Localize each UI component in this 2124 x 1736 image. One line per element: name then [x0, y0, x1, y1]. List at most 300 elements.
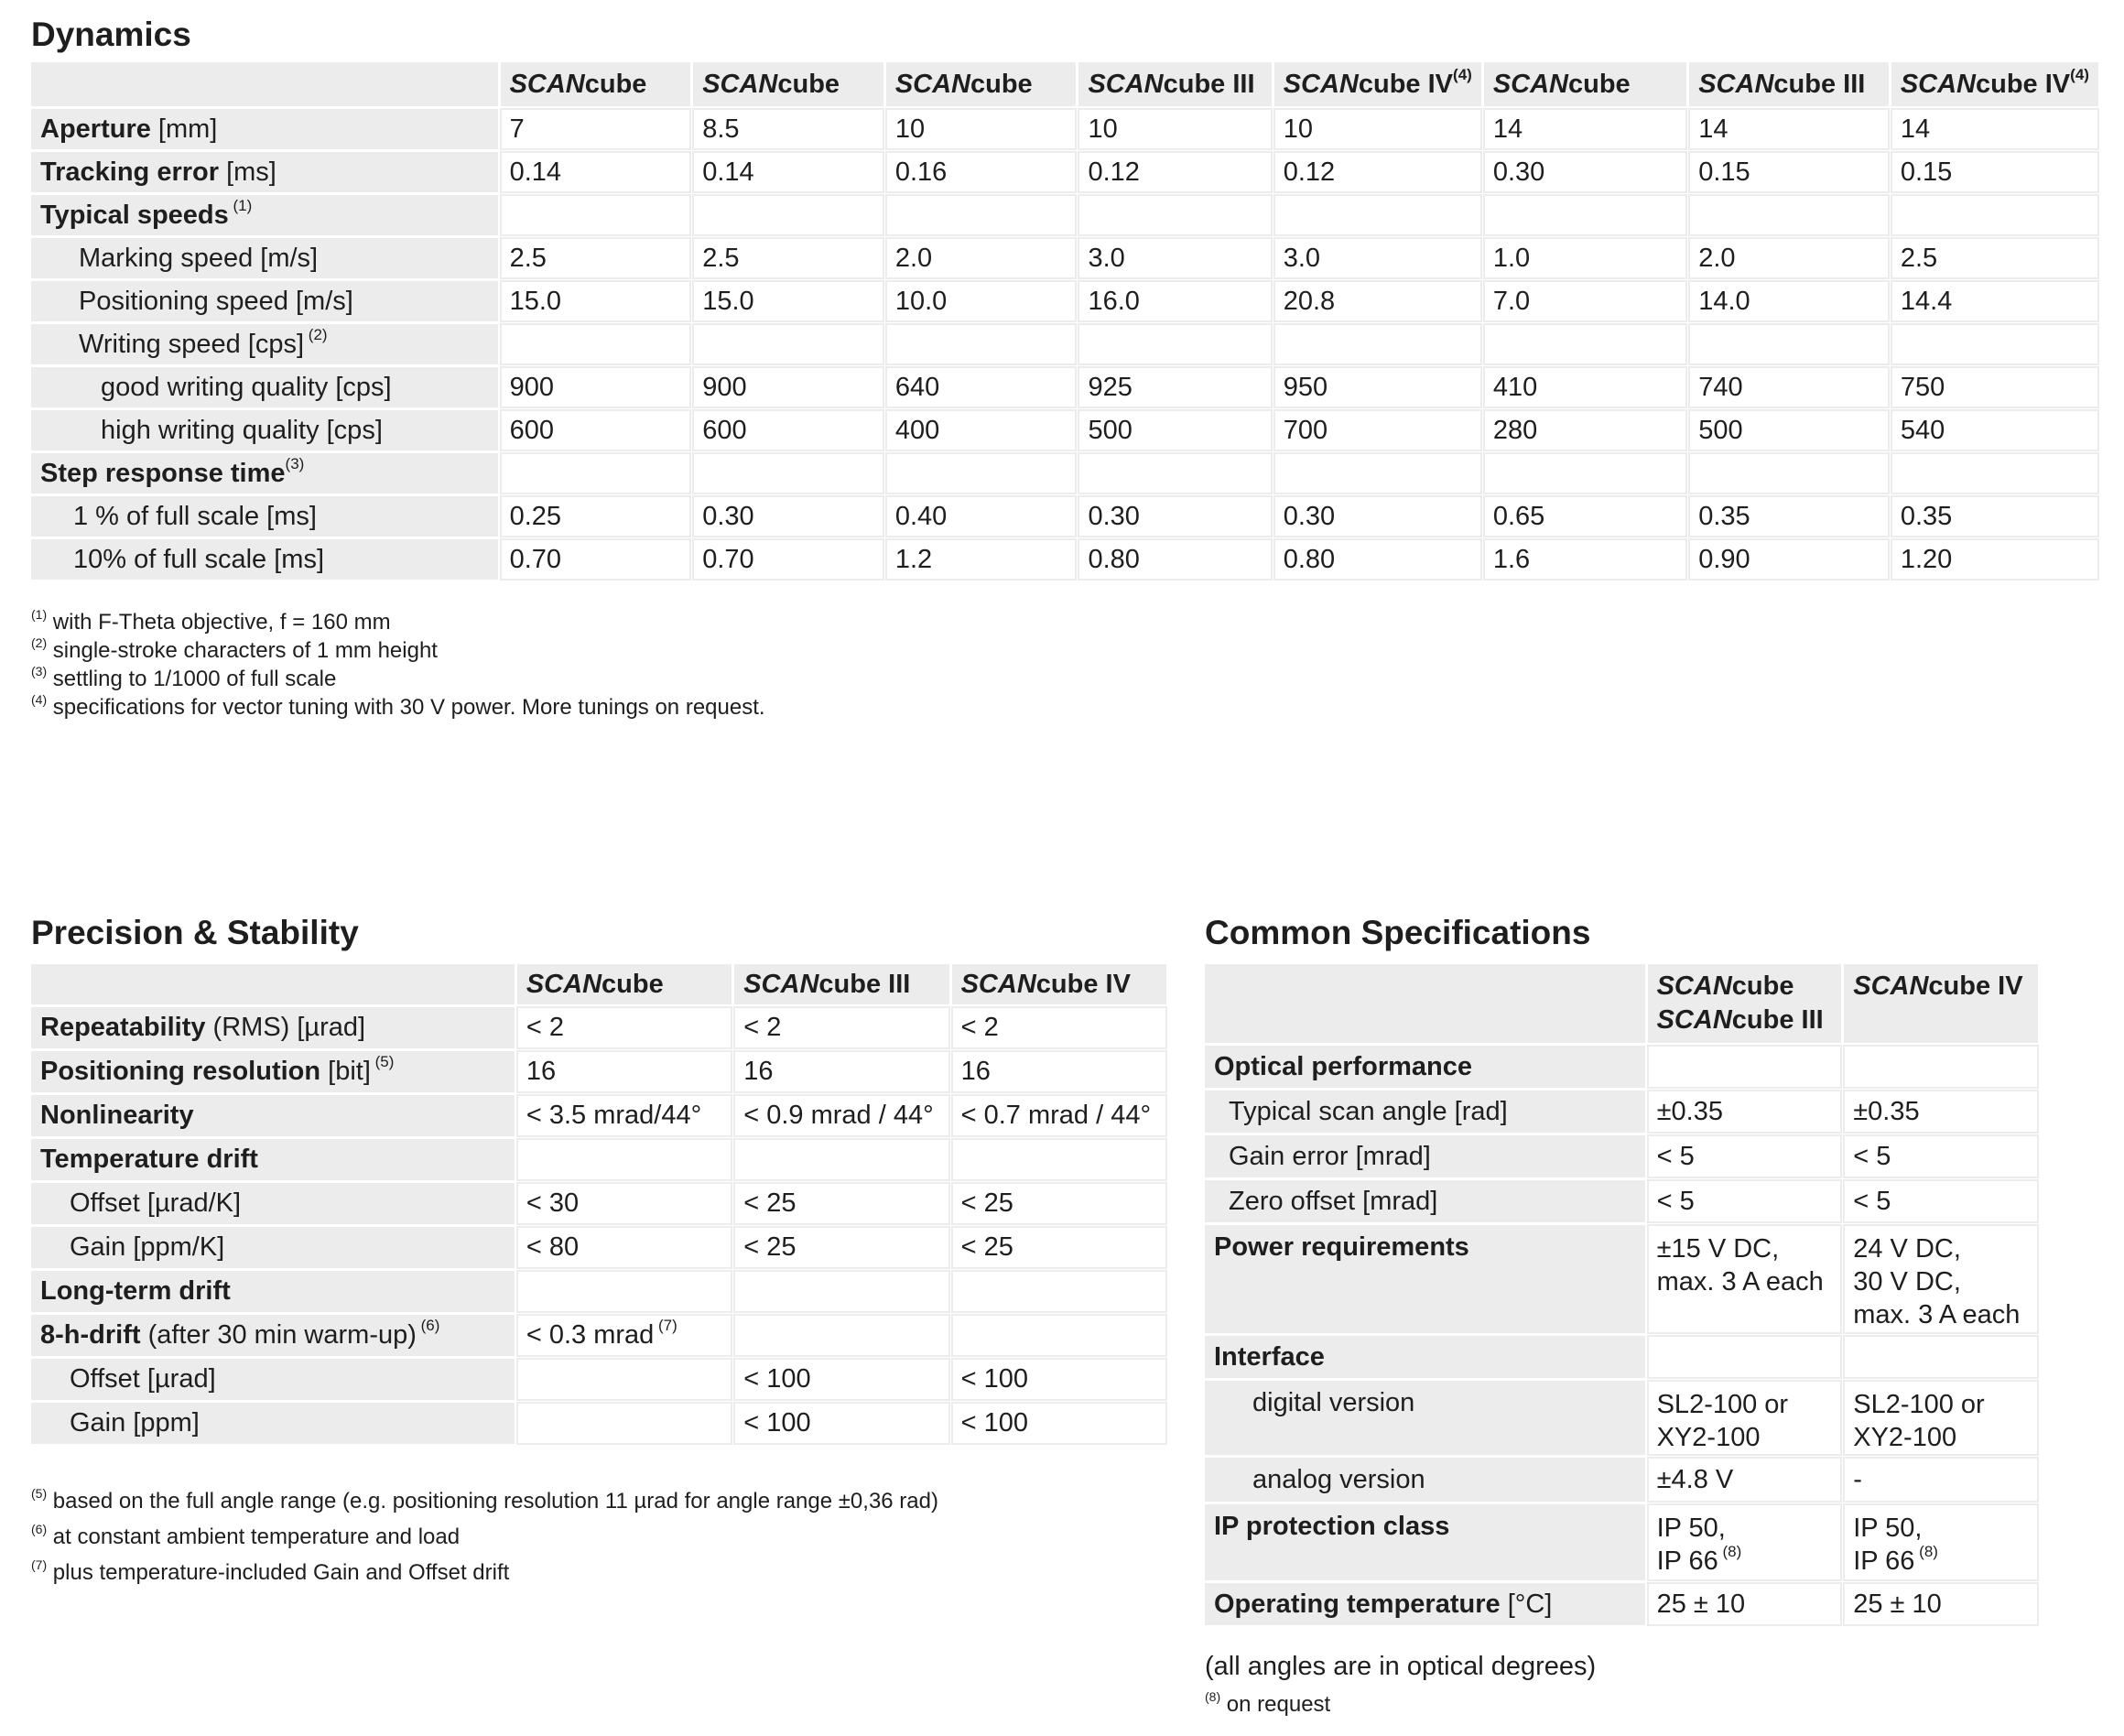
precision-model-header — [517, 964, 731, 1004]
table-row — [31, 1139, 1166, 1180]
table-cell — [1689, 453, 1889, 494]
model-suffix: cube — [970, 69, 1033, 99]
label-unit: (RMS) [µrad] — [205, 1013, 366, 1042]
footnote — [31, 1519, 938, 1555]
dynamics-model-header — [886, 62, 1077, 106]
table-cell: < 5 — [1844, 1180, 2038, 1222]
table-cell: < 5 — [1648, 1135, 1842, 1177]
cell-text: IP 66 — [1853, 1546, 1915, 1576]
table-cell: 500 — [1689, 410, 1889, 450]
brand-text: SCAN — [1492, 69, 1568, 99]
label-bold: Interface — [1214, 1341, 1325, 1372]
table-cell: 950 — [1274, 367, 1481, 407]
table-cell: < 3.5 mrad/44° — [517, 1095, 731, 1136]
footnote-mark: (1) — [31, 607, 48, 622]
table-cell: 10 — [886, 109, 1077, 149]
row-label — [1205, 1046, 1645, 1088]
label-bold: Operating temperature — [1214, 1589, 1501, 1619]
table-cell: 1.0 — [1484, 238, 1686, 278]
footnote-text: settling to 1/1000 of full scale — [47, 667, 337, 691]
footnote-mark: (5) — [31, 1486, 48, 1501]
label-bold: Positioning resolution — [40, 1057, 321, 1086]
cell-line: SL2-100 or — [1853, 1390, 1985, 1419]
table-cell — [1844, 1046, 2038, 1088]
dynamics-table — [28, 60, 2101, 582]
cell-line — [1853, 1545, 2029, 1578]
table-cell — [517, 1139, 731, 1180]
footnote-mark: (6) — [416, 1317, 440, 1335]
row-label: analog version — [1205, 1458, 1645, 1502]
cell-line: max. 3 A each — [1656, 1267, 1824, 1297]
table-cell — [1078, 324, 1271, 364]
table-cell: < 100 — [952, 1359, 1166, 1400]
table-cell — [501, 324, 691, 364]
model-suffix: cube — [1731, 971, 1794, 1001]
label-unit: [ms] — [219, 157, 276, 187]
footnote — [1205, 1690, 1596, 1719]
cell-line: IP 50, — [1853, 1514, 1923, 1543]
cell-line: 24 V DC, — [1853, 1234, 1961, 1264]
table-cell — [1484, 324, 1686, 364]
table-row — [1205, 1504, 2038, 1580]
table-cell: 600 — [501, 410, 691, 450]
table-cell — [1689, 324, 1889, 364]
table-cell: 1.20 — [1891, 539, 2098, 580]
dynamics-model-header — [1484, 62, 1686, 106]
footnote-mark: (7) — [654, 1317, 677, 1335]
table-row — [31, 1183, 1166, 1224]
table-row — [31, 238, 2098, 278]
row-label — [31, 1139, 515, 1180]
table-cell: 900 — [501, 367, 691, 407]
table-cell: 0.12 — [1274, 152, 1481, 192]
footnote — [31, 1483, 938, 1519]
table-cell: < 25 — [734, 1227, 948, 1268]
table-cell — [886, 324, 1077, 364]
footnote-mark: (4) — [1453, 65, 1472, 83]
table-cell — [1891, 195, 2098, 235]
precision-table — [28, 961, 1169, 1447]
table-row — [31, 1227, 1166, 1268]
brand-text: SCAN — [960, 969, 1036, 999]
row-label — [31, 1007, 515, 1048]
table-cell: 16 — [734, 1051, 948, 1092]
table-cell: < 0.7 mrad / 44° — [952, 1095, 1166, 1136]
table-cell — [952, 1315, 1166, 1356]
row-label: Offset [µrad/K] — [31, 1183, 515, 1224]
table-cell: 2.5 — [501, 238, 691, 278]
label-bold: Optical performance — [1214, 1051, 1473, 1081]
model-suffix: cube IV — [1358, 69, 1454, 99]
cell-text: IP 66 — [1656, 1546, 1718, 1576]
table-row — [31, 1095, 1166, 1136]
row-label — [1205, 1225, 1645, 1333]
common-model-header — [1648, 964, 1842, 1043]
table-cell: 0.12 — [1078, 152, 1271, 192]
row-label: Offset [µrad] — [31, 1359, 515, 1400]
table-cell: 20.8 — [1274, 281, 1481, 321]
footnote-text: based on the full angle range (e.g. positioning resolution 11 µrad for angle range ±0,36 rad) — [47, 1489, 938, 1514]
header-line — [1657, 1004, 1833, 1037]
table-cell — [886, 195, 1077, 235]
table-cell: 8.5 — [693, 109, 883, 149]
table-cell: < 2 — [517, 1007, 731, 1048]
table-cell: 0.30 — [1078, 496, 1271, 537]
row-label: Gain [ppm/K] — [31, 1227, 515, 1268]
table-row — [1205, 1135, 2038, 1177]
brand-text: SCAN — [1698, 69, 1774, 99]
footnote — [31, 636, 765, 665]
table-cell: 0.14 — [693, 152, 883, 192]
cell-line: IP 50, — [1656, 1514, 1726, 1543]
model-suffix: cube IV — [1928, 971, 2023, 1001]
dynamics-model-header — [1274, 62, 1481, 106]
label-bold: Nonlinearity — [40, 1101, 194, 1130]
table-row — [31, 453, 2098, 494]
table-cell: 7 — [501, 109, 691, 149]
table-cell: 0.40 — [886, 496, 1077, 537]
table-cell: 25 ± 10 — [1844, 1583, 2038, 1625]
table-row — [1205, 1225, 2038, 1333]
table-cell: 400 — [886, 410, 1077, 450]
table-cell: 16 — [517, 1051, 731, 1092]
model-suffix: cube III — [1163, 69, 1255, 99]
dynamics-footnotes — [31, 608, 765, 722]
label-bold: IP protection class — [1214, 1512, 1450, 1541]
table-row — [1205, 1336, 2038, 1378]
common-model-header — [1844, 964, 2038, 1043]
table-cell: 10.0 — [886, 281, 1077, 321]
table-cell: 0.80 — [1274, 539, 1481, 580]
common-title: Common Specifications — [1205, 914, 1591, 951]
dynamics-header-row — [31, 62, 2098, 106]
brand-text: SCAN — [526, 969, 602, 999]
table-cell: 2.5 — [1891, 238, 2098, 278]
table-cell: < 100 — [734, 1403, 948, 1444]
footnote-mark: (4) — [31, 692, 48, 707]
table-cell — [693, 195, 883, 235]
table-cell: 2.5 — [693, 238, 883, 278]
table-cell: 280 — [1484, 410, 1686, 450]
footnote — [31, 665, 765, 693]
table-cell: 16.0 — [1078, 281, 1271, 321]
table-cell: 0.30 — [693, 496, 883, 537]
table-row — [31, 109, 2098, 149]
row-label: 10% of full scale [ms] — [31, 539, 498, 580]
table-cell — [734, 1271, 948, 1312]
table-cell: < 0.9 mrad / 44° — [734, 1095, 948, 1136]
table-cell: 600 — [693, 410, 883, 450]
table-cell — [1274, 453, 1481, 494]
table-cell — [1844, 1225, 2038, 1333]
footnote-mark: (8) — [1914, 1543, 1938, 1561]
table-cell — [517, 1403, 731, 1444]
table-row — [31, 1007, 1166, 1048]
footnote-mark: (1) — [228, 196, 253, 214]
label-unit: [°C] — [1500, 1589, 1553, 1619]
table-cell: 640 — [886, 367, 1077, 407]
footnote-mark: (8) — [1205, 1689, 1221, 1704]
cell-line: 30 V DC, — [1853, 1267, 1961, 1297]
table-cell: 0.16 — [886, 152, 1077, 192]
label-bold: Aperture — [40, 114, 151, 144]
table-cell: 700 — [1274, 410, 1481, 450]
model-suffix: cube — [1567, 69, 1631, 99]
table-cell — [1078, 195, 1271, 235]
table-cell: 0.25 — [501, 496, 691, 537]
header-line — [1657, 970, 1833, 1004]
table-cell — [1844, 1336, 2038, 1378]
model-suffix: cube III — [818, 969, 911, 999]
footnote-text: on request — [1220, 1692, 1331, 1717]
brand-text: SCAN — [1088, 69, 1164, 99]
model-suffix: cube — [584, 69, 647, 99]
table-cell — [734, 1139, 948, 1180]
table-cell: < 80 — [517, 1227, 731, 1268]
table-cell: 0.70 — [501, 539, 691, 580]
cell-line — [1657, 1545, 1833, 1578]
table-cell: 25 ± 10 — [1648, 1583, 1842, 1625]
row-label — [31, 1051, 515, 1092]
row-label — [31, 152, 498, 192]
table-cell — [734, 1315, 948, 1356]
table-cell: 0.14 — [501, 152, 691, 192]
table-cell — [1844, 1504, 2038, 1580]
table-cell — [1484, 453, 1686, 494]
table-cell — [501, 453, 691, 494]
cell-line: XY2-100 — [1656, 1423, 1761, 1452]
row-label: 1 % of full scale [ms] — [31, 496, 498, 537]
table-cell: 14 — [1484, 109, 1686, 149]
row-label — [31, 1271, 515, 1312]
table-row — [1205, 1090, 2038, 1133]
brand-text: SCAN — [743, 969, 819, 999]
row-label: Positioning speed [m/s] — [31, 281, 498, 321]
table-row — [1205, 1046, 2038, 1088]
cell-line: XY2-100 — [1853, 1423, 1957, 1452]
brand-text: SCAN — [894, 69, 970, 99]
dynamics-model-header — [1078, 62, 1271, 106]
table-cell: 0.30 — [1484, 152, 1686, 192]
footnote-mark: (3) — [285, 454, 305, 472]
footnote-text: with F-Theta objective, f = 160 mm — [47, 610, 391, 635]
label-text: Writing speed [cps] — [79, 329, 305, 359]
row-label — [31, 1095, 515, 1136]
dynamics-model-header — [501, 62, 691, 106]
table-cell: 10 — [1078, 109, 1271, 149]
table-row — [31, 1315, 1166, 1356]
footnote-text: specifications for vector tuning with 30 V power. More tunings on request. — [47, 695, 765, 720]
cell-line: SL2-100 or — [1656, 1390, 1789, 1419]
footnote — [31, 693, 765, 722]
row-label — [31, 109, 498, 149]
brand-text: SCAN — [1283, 69, 1359, 99]
table-cell: 925 — [1078, 367, 1271, 407]
table-cell — [1689, 195, 1889, 235]
brand-text: SCAN — [1656, 971, 1732, 1001]
table-row — [31, 1359, 1166, 1400]
footnote-mark: (7) — [31, 1557, 48, 1572]
table-cell: 0.35 — [1689, 496, 1889, 537]
table-cell — [517, 1315, 731, 1356]
row-label: high writing quality [cps] — [31, 410, 498, 450]
row-label: Gain [ppm] — [31, 1403, 515, 1444]
table-row — [1205, 1180, 2038, 1222]
table-cell: 3.0 — [1078, 238, 1271, 278]
table-cell: ±0.35 — [1648, 1090, 1842, 1133]
model-suffix: cube III — [1773, 69, 1866, 99]
table-cell: < 100 — [952, 1403, 1166, 1444]
table-row — [31, 1271, 1166, 1312]
dynamics-title: Dynamics — [31, 16, 191, 53]
table-cell — [1648, 1504, 1842, 1580]
table-cell: 14.4 — [1891, 281, 2098, 321]
table-cell: < 30 — [517, 1183, 731, 1224]
table-cell — [693, 453, 883, 494]
label-bold: Repeatability — [40, 1013, 206, 1042]
row-label — [1205, 1504, 1645, 1580]
table-cell: ±4.8 V — [1648, 1458, 1842, 1502]
table-cell — [952, 1139, 1166, 1180]
table-cell: < 5 — [1648, 1180, 1842, 1222]
table-cell: 0.35 — [1891, 496, 2098, 537]
footnote — [31, 1555, 938, 1590]
table-cell: < 25 — [952, 1183, 1166, 1224]
label-bold: Power requirements — [1214, 1232, 1469, 1262]
table-cell: 540 — [1891, 410, 2098, 450]
table-cell — [1274, 324, 1481, 364]
table-cell — [1274, 195, 1481, 235]
row-label: Typical scan angle [rad] — [1205, 1090, 1645, 1133]
cell-line: max. 3 A each — [1853, 1300, 2021, 1329]
table-cell: < 25 — [734, 1183, 948, 1224]
table-cell: 0.65 — [1484, 496, 1686, 537]
table-row — [31, 152, 2098, 192]
cell-value: < 0.3 mrad — [526, 1320, 655, 1350]
table-cell — [693, 324, 883, 364]
row-label — [31, 195, 498, 235]
table-cell — [1648, 1381, 1842, 1455]
row-label: Zero offset [mrad] — [1205, 1180, 1645, 1222]
row-label: good writing quality [cps] — [31, 367, 498, 407]
footnote-mark: (3) — [31, 664, 48, 678]
table-cell: - — [1844, 1458, 2038, 1502]
model-suffix: cube IV — [1976, 69, 2071, 99]
footnote-mark: (4) — [2070, 65, 2089, 83]
dynamics-header-empty — [31, 62, 498, 106]
table-cell: < 5 — [1844, 1135, 2038, 1177]
model-suffix: cube IV — [1035, 969, 1131, 999]
table-cell: 14 — [1689, 109, 1889, 149]
label-unit: [bit] — [320, 1057, 371, 1086]
label-bold: Temperature drift — [40, 1145, 258, 1174]
footnote-text: plus temperature-included Gain and Offset drift — [47, 1560, 510, 1585]
dynamics-model-header — [1689, 62, 1889, 106]
table-cell: 14.0 — [1689, 281, 1889, 321]
table-cell: 740 — [1689, 367, 1889, 407]
row-label — [31, 324, 498, 364]
precision-model-header — [952, 964, 1166, 1004]
table-cell: < 25 — [952, 1227, 1166, 1268]
angles-note: (all angles are in optical degrees) — [1205, 1652, 1597, 1681]
table-row — [31, 195, 2098, 235]
table-cell: 750 — [1891, 367, 2098, 407]
table-cell: ±0.35 — [1844, 1090, 2038, 1133]
row-label: Marking speed [m/s] — [31, 238, 498, 278]
cell-line: ±15 V DC, — [1656, 1234, 1780, 1264]
table-cell: 0.15 — [1689, 152, 1889, 192]
table-row — [31, 281, 2098, 321]
model-suffix: cube III — [1731, 1005, 1824, 1035]
table-cell: 7.0 — [1484, 281, 1686, 321]
footnote — [31, 608, 765, 636]
brand-text: SCAN — [1853, 971, 1929, 1001]
table-cell: < 2 — [952, 1007, 1166, 1048]
table-cell — [1648, 1336, 1842, 1378]
table-cell: 0.15 — [1891, 152, 2098, 192]
precision-header-row — [31, 964, 1166, 1004]
table-cell — [1648, 1046, 1842, 1088]
table-row — [31, 1051, 1166, 1092]
row-label — [1205, 1336, 1645, 1378]
common-notes — [1205, 1648, 1596, 1719]
table-cell: 900 — [693, 367, 883, 407]
row-label: Gain error [mrad] — [1205, 1135, 1645, 1177]
footnote-text: single-stroke characters of 1 mm height — [47, 638, 438, 663]
table-row — [1205, 1583, 2038, 1625]
footnote-mark: (5) — [370, 1053, 395, 1071]
label-bold: Typical speeds — [40, 200, 229, 230]
table-cell — [1078, 453, 1271, 494]
table-cell: 0.30 — [1274, 496, 1481, 537]
footnote-mark: (8) — [1718, 1543, 1742, 1561]
table-cell — [886, 453, 1077, 494]
dynamics-model-header — [1891, 62, 2098, 106]
precision-title: Precision & Stability — [31, 914, 359, 951]
table-cell: < 2 — [734, 1007, 948, 1048]
label-unit: [mm] — [150, 114, 218, 144]
precision-footnotes — [31, 1483, 938, 1590]
footnote-mark: (2) — [31, 635, 48, 650]
table-cell: 2.0 — [886, 238, 1077, 278]
table-cell: 1.6 — [1484, 539, 1686, 580]
precision-header-empty — [31, 964, 515, 1004]
common-table — [1202, 961, 2041, 1628]
table-cell: 15.0 — [501, 281, 691, 321]
table-row — [1205, 1458, 2038, 1502]
table-row — [31, 539, 2098, 580]
table-row — [31, 1403, 1166, 1444]
table-cell — [1891, 324, 2098, 364]
table-row — [31, 496, 2098, 537]
row-label — [31, 453, 498, 494]
table-cell — [501, 195, 691, 235]
table-cell — [1648, 1225, 1842, 1333]
common-header-row — [1205, 964, 2038, 1043]
table-cell: 3.0 — [1274, 238, 1481, 278]
table-cell: 1.2 — [886, 539, 1077, 580]
footnote-text: at constant ambient temperature and load — [47, 1524, 461, 1549]
footnote-mark: (6) — [31, 1522, 48, 1536]
table-cell — [517, 1271, 731, 1312]
row-label — [31, 1315, 515, 1356]
brand-text: SCAN — [702, 69, 778, 99]
table-cell — [1891, 453, 2098, 494]
table-cell — [952, 1271, 1166, 1312]
model-suffix: cube — [601, 969, 664, 999]
row-label — [1205, 1583, 1645, 1625]
model-suffix: cube — [777, 69, 840, 99]
